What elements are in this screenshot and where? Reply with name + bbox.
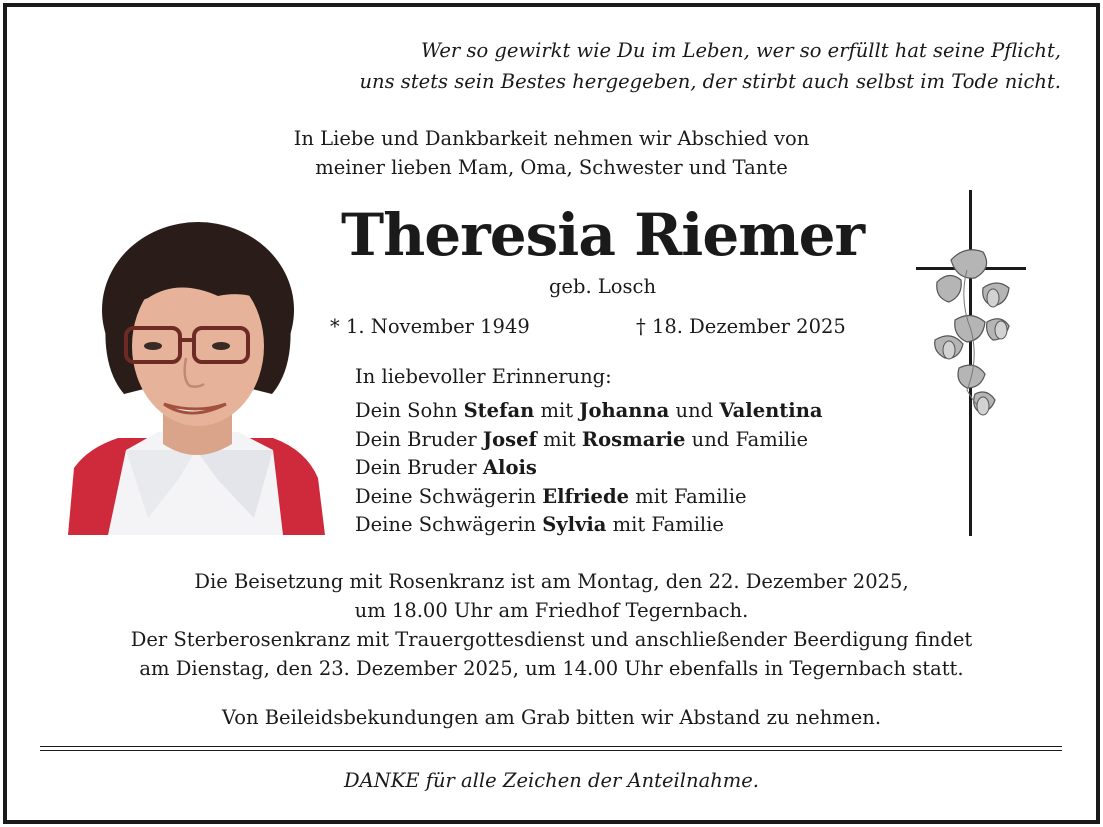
portrait-photo: [68, 218, 325, 535]
birth-name: geb. Losch: [548, 275, 657, 298]
thanks-line: DANKE für alle Zeichen der Anteilnahme.: [343, 769, 760, 792]
cross-with-hops-ornament: [905, 190, 1040, 540]
birth-date: * 1. November 1949: [330, 315, 530, 338]
deceased-name: Theresia Riemer: [340, 201, 865, 269]
intro-line-1: In Liebe und Dankbarkeit nehmen wir Abschied von: [293, 127, 810, 150]
quote-line-1: Wer so gewirkt wie Du im Leben, wer so erfüllt hat seine Pflicht,: [420, 39, 1061, 62]
mourners-list: [355, 397, 823, 540]
condolence-note: Von Beileidsbekundungen am Grab bitten wir Abstand zu nehmen.: [221, 706, 882, 729]
mourner-line: Deine Schwägerin Elfriede mit Familie: [355, 484, 747, 508]
funeral-line-2: um 18.00 Uhr am Friedhof Tegernbach.: [354, 599, 749, 622]
intro-line-2: meiner lieben Mam, Oma, Schwester und Tante: [315, 156, 788, 179]
mourner-line: Deine Schwägerin Sylvia mit Familie: [355, 513, 724, 536]
funeral-line-1: Die Beisetzung mit Rosenkranz ist am Montag, den 22. Dezember 2025,: [194, 570, 909, 593]
mourner-line: Dein Sohn Stefan mit Johanna und Valentina: [355, 399, 823, 422]
funeral-line-4: am Dienstag, den 23. Dezember 2025, um 14.00 Uhr ebenfalls in Tegernbach statt.: [139, 657, 964, 680]
divider-top: [40, 746, 1062, 747]
mourner-line: Dein Bruder Alois: [355, 456, 537, 479]
quote-line-2: uns stets sein Bestes hergegeben, der stirbt auch selbst im Tode nicht.: [359, 70, 1061, 93]
funeral-line-3: Der Sterberosenkranz mit Trauergottesdienst und anschließender Beerdigung findet: [130, 628, 973, 651]
cross-icon: [905, 190, 1040, 540]
mourner-line: Dein Bruder Josef mit Rosmarie und Familie: [355, 427, 809, 451]
portrait-illustration: [68, 218, 325, 535]
mourners-heading: In liebevoller Erinnerung:: [355, 365, 612, 388]
death-date: † 18. Dezember 2025: [636, 315, 846, 338]
divider-bottom: [40, 750, 1062, 751]
